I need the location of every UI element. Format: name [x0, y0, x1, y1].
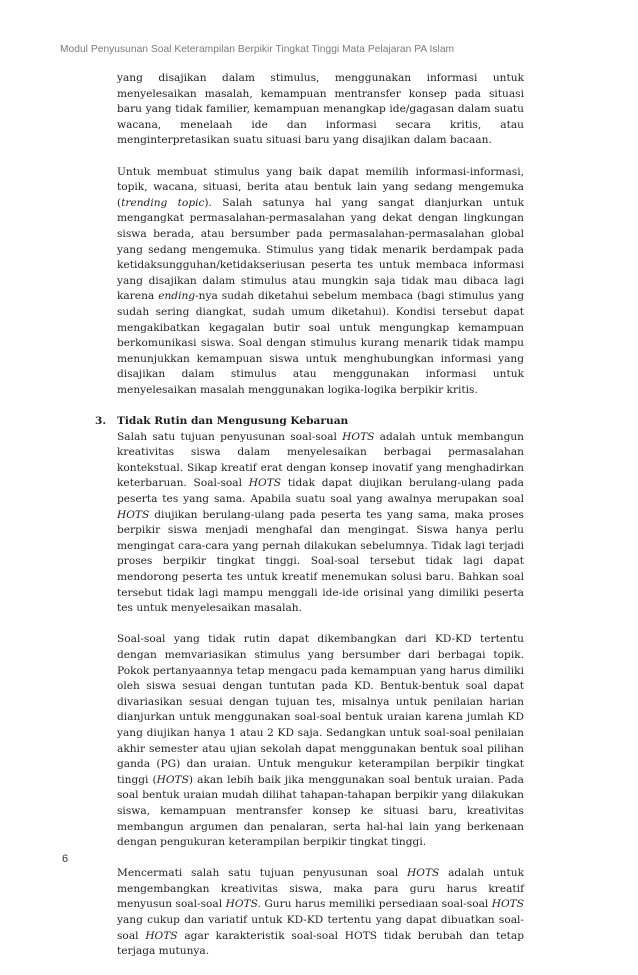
- italic-term: trending topic: [121, 196, 205, 209]
- italic-term: ending: [158, 290, 196, 303]
- page-number: 6: [62, 853, 69, 865]
- text: adalah untuk membangun kreativitas siswa dalam menyelesaikan berbagai permasalahan kontekstual. Sikap kreatif erat dengan konsep inovatif yang menghadirkan keterbaruan. Soal-soal: [117, 430, 524, 490]
- text: yang cukup dan variatif untuk KD-KD tertentu yang dapat dibuatkan soal-soal: [117, 914, 524, 942]
- text: Untuk membuat stimulus yang baik dapat memilih informasi-informasi, topik, wacana, situasi, berita atau bentuk lain yang sedang mengemuka (: [117, 165, 524, 209]
- paragraph-non-routine: [117, 632, 524, 850]
- text: Soal-soal yang tidak rutin dapat dikembangkan dari KD-KD tertentu dengan memvariasikan stimulus yang bersumber dari berbagai topik. Pokok pertanyaannya tetap mengacu pada kemampuan yang harus dimiliki oleh siswa sesuai dengan tuntutan pada KD. Bentuk-bentuk soal dapat divariasikan sesuai dengan tujuan tes, misalnya untuk penilaian harian dianjurkan untuk menggunakan soal-soal bentuk uraian karena jumlah KD yang diujikan hanya 1 atau 2 KD saja. Sedangkan untuk soal-soal penilaian akhir semester atau ujian sekolah dapat menggunakan bentuk soal pilihan ganda (PG) dan uraian. Untuk mengukur keterampilan berpikir tingkat tinggi (: [117, 633, 524, 786]
- text: Guru harus memiliki persediaan soal-soal: [260, 898, 492, 911]
- text: adalah untuk mengembangkan kreativitas siswa, maka para guru harus kreatif menyusun soal-soal: [117, 867, 524, 911]
- text: diujikan berulang-ulang pada peserta tes yang sama, maka proses berpikir siswa menjadi menghafal dan mengingat. Siswa hanya perlu mengingat cara-cara yang pernah dilakukan sebelumnya. Tidak lagi terjadi proses berpikir tingkat tinggi. Soal-soal tersebut tidak lagi dapat mendorong peserta tes untuk kreatif menemukan solusi baru. Bahkan soal tersebut tidak lagi mampu menggali ide-ide orisinal yang dimiliki peserta tes untuk menyelesaikan masalah.: [117, 508, 524, 615]
- running-header: Modul Penyusunan Soal Keterampilan Berpikir Tingkat Tinggi Mata Pelajaran PA Islam: [60, 44, 455, 55]
- paragraph-creativity: [117, 430, 524, 617]
- italic-term: HOTS: [145, 929, 178, 942]
- paragraph-teacher-creativity: [117, 866, 524, 960]
- paragraph-stimulus-guidance: [117, 165, 524, 399]
- text: ) akan lebih baik jika menggunakan soal bentuk uraian. Pada soal bentuk uraian mudah dilihat tahapan-tahapan berpikir yang dilakukan siswa, kemampuan mentransfer konsep ke situasi baru, kreativitas membangun argumen dan penalaran, serta hal-hal lain yang berkenaan dengan pengukuran keterampilan berpikir tingkat tinggi.: [117, 773, 524, 849]
- italic-term: HOTS: [156, 773, 189, 786]
- italic-term: HOTS: [491, 898, 524, 911]
- section-title-text: Tidak Rutin dan Mengusung Kebaruan: [117, 415, 349, 428]
- section-heading: [95, 414, 524, 430]
- italic-term: HOTS: [248, 477, 282, 490]
- italic-term: HOTS.: [225, 898, 261, 911]
- italic-term: HOTS: [342, 430, 375, 443]
- text: Mencermati salah satu tujuan penyusunan soal: [117, 867, 408, 880]
- text: Salah satu tujuan penyusunan soal-soal: [117, 430, 343, 443]
- text: -nya sudah diketahui sebelum membaca (bagi stimulus yang sudah sering diangkat, sudah umum diketahui). Kondisi tersebut dapat mengakibatkan kegagalan butir soal untuk mengungkap kemampuan berkomunikasi siswa. Soal dengan stimulus kurang menarik tidak mampu menunjukkan kemampuan siswa untuk menghubungkan informasi yang disajikan dalam stimulus atau menggunakan informasi untuk menyelesaikan masalah menggunakan logika-logika berpikir kritis.: [117, 290, 524, 396]
- text: tidak dapat diujikan berulang-ulang pada peserta tes yang sama. Apabila suatu soal yang awalnya merupakan soal: [117, 477, 524, 506]
- text: ). Salah satunya hal yang sangat dianjurkan untuk mengangkat permasalahan-permasalahan yang dekat dengan lingkungan siswa berada, atau bersumber pada permasalahan-permasalahan global yang sedang mengemuka. Stimulus yang tidak menarik berdampak pada ketidaksungguhan/ketidakseriusan peserta tes untuk membaca informasi yang disajikan dalam stimulus atau mungkin saja tidak mau dibaca lagi karena: [117, 196, 524, 303]
- section-number: 3.: [95, 415, 107, 428]
- page-body: [95, 71, 524, 975]
- text: agar karakteristik soal-soal HOTS tidak berubah dan tetap terjaga mutunya.: [117, 929, 524, 958]
- italic-term: HOTS: [117, 508, 150, 521]
- paragraph-stimulus-continuation: yang disajikan dalam stimulus, menggunakan informasi untuk menyelesaikan masalah, kemampuan mentransfer konsep pada situasi baru yang tidak familier, kemampuan menangkap ide/gagasan dalam suatu wacana, menelaah ide dan informasi secara kritis, atau menginterpretasikan suatu situasi baru yang disajikan dalam bacaan.: [117, 72, 524, 147]
- italic-term: HOTS: [407, 867, 440, 880]
